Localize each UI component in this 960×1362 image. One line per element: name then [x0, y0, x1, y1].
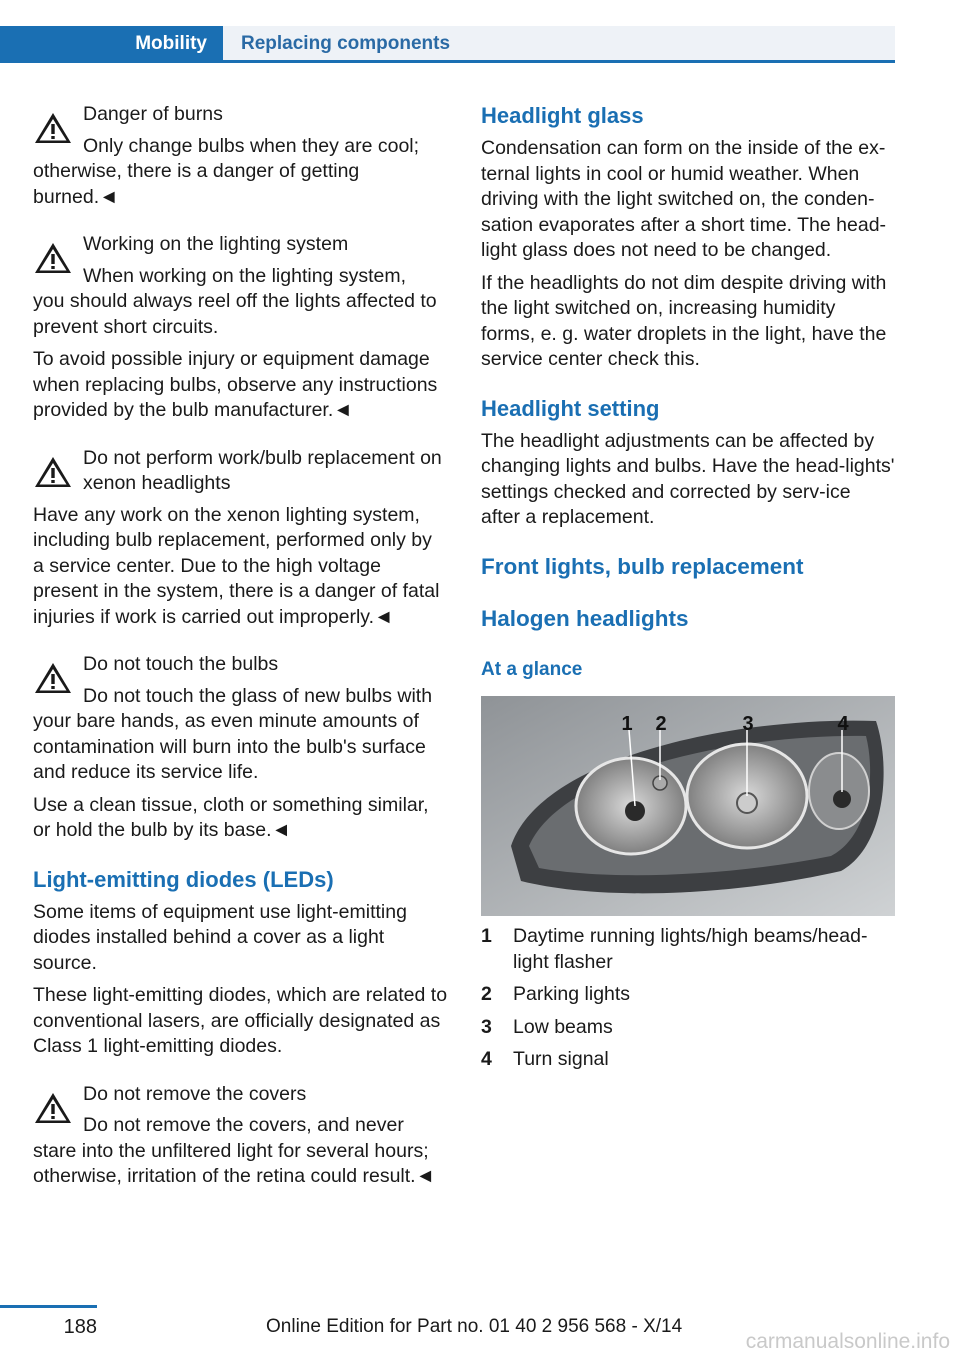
- subsection-title-at-a-glance: At a glance: [481, 658, 583, 680]
- warning-text: Have any work on the xenon lighting system, including bulb replacement, performed only by a service center. Due to the high voltage present in the system, there is a danger of fatal injuries if work is carried out improperly.◄: [33, 503, 440, 628]
- body-paragraph: Condensation can form on the inside of the ex-ternal lights in cool or humid weather. When driving with the light switched on, the conden-sation evaporates after a short time. The head-light glass does not need to be changed.: [481, 137, 887, 261]
- warning-xenon: [33, 446, 448, 631]
- warning-triangle-icon: [33, 240, 73, 276]
- legend-text: Turn signal: [513, 1048, 609, 1070]
- warning-triangle-icon: [33, 110, 73, 146]
- warning-text: Only change bulbs when they are cool;: [83, 134, 420, 157]
- legend-number: 1: [481, 925, 492, 947]
- page-header: [0, 26, 895, 62]
- section-title: Headlight setting: [481, 395, 660, 421]
- footer-divider: [0, 1305, 97, 1308]
- warning-headline: Working on the lighting system: [83, 233, 349, 255]
- callout-1: 1: [621, 713, 633, 735]
- callout-4: 4: [837, 713, 849, 735]
- section-tab-mobility[interactable]: Mobility: [0, 26, 223, 62]
- legend-number: 4: [481, 1048, 492, 1070]
- warning-bulbs: [33, 652, 448, 786]
- body-paragraph: The headlight adjustments can be affected by changing lights and bulbs. Have the head-lights' settings checked and corrected by serv-ice after a replacement.: [481, 429, 895, 528]
- legend-text: Daytime running lights/high beams/head-light flasher: [513, 925, 868, 973]
- right-column: [481, 102, 895, 1080]
- section-tab-replacing-components[interactable]: Replacing components: [223, 26, 895, 62]
- legend-text: Low beams: [513, 1015, 613, 1038]
- legend-number: 2: [481, 983, 492, 1005]
- legend-item: [481, 924, 895, 975]
- body-paragraph: These light-emitting diodes, which are related to conventional lasers, are officially designated as Class 1 light-emitting diodes.: [33, 984, 448, 1057]
- body-paragraph: If the headlights do not dim despite driving with the light switched on, increasing humidity forms, e. g. water droplets in the light, have the service center check this.: [481, 271, 887, 370]
- warning-text: Do not remove the covers, and never: [83, 1114, 404, 1136]
- warning-text: Use a clean tissue, cloth or something similar, or hold the bulb by its base.◄: [33, 793, 429, 841]
- watermark: carmanualsonline.info: [745, 1330, 950, 1353]
- warning-text: you should always reel off the lights affected to prevent short circuits.: [33, 290, 437, 338]
- section-title: Headlight glass: [481, 103, 644, 128]
- warning-headline: Do not perform work/bulb replacement on xenon headlights: [83, 446, 442, 494]
- header-divider: [0, 60, 895, 63]
- edition-note: Online Edition for Part no. 01 40 2 956 568 - X/14: [266, 1316, 683, 1337]
- warning-triangle-icon: [33, 660, 73, 696]
- legend-text: Parking lights: [513, 983, 631, 1005]
- legend-item: [481, 1047, 895, 1073]
- warning-text: otherwise, there is a danger of getting burned.◄: [33, 160, 360, 208]
- warning-covers: [33, 1082, 448, 1190]
- warning-text: stare into the unfiltered light for several hours; otherwise, irritation of the retina could result.◄: [33, 1139, 435, 1187]
- figure-legend: [481, 924, 895, 1073]
- section-title-front-lights: Front lights, bulb replacement: [481, 553, 804, 579]
- warning-headline: Do not remove the covers: [83, 1082, 307, 1105]
- section-leds: [33, 866, 448, 1060]
- callout-2: 2: [655, 713, 667, 735]
- page-number: 188: [63, 1316, 97, 1338]
- warning-text: When working on the lighting system,: [83, 264, 406, 287]
- section-headlight-glass: [481, 102, 895, 373]
- warning-text: your bare hands, as even minute amounts of contamination will burn into the bulb's surface and reduce its service life.: [33, 710, 426, 783]
- legend-item: [481, 982, 895, 1008]
- headlight-figure: [481, 696, 895, 916]
- section-headlight-setting: [481, 395, 895, 531]
- headlight-illustration: [481, 696, 895, 916]
- warning-triangle-icon: [33, 1090, 73, 1126]
- warning-text: To avoid possible injury or equipment damage when replacing bulbs, observe any instructions provided by the bulb manufacturer.◄: [33, 348, 438, 421]
- warning-headline: Do not touch the bulbs: [83, 653, 279, 675]
- legend-item: [481, 1015, 895, 1041]
- warning-text: Do not touch the glass of new bulbs with: [83, 684, 433, 707]
- callout-3: 3: [742, 713, 754, 735]
- warning-burns: [33, 102, 448, 210]
- body-paragraph: Some items of equipment use light-emitting diodes installed behind a cover as a light source.: [33, 900, 407, 974]
- section-title: Light-emitting diodes (LEDs): [33, 866, 334, 892]
- legend-number: 3: [481, 1015, 492, 1038]
- warning-lighting-system: [33, 232, 448, 340]
- section-title-halogen: Halogen headlights: [481, 605, 689, 631]
- warning-headline: Danger of burns: [83, 103, 223, 125]
- warning-triangle-icon: [33, 454, 73, 490]
- left-column: [33, 102, 448, 1197]
